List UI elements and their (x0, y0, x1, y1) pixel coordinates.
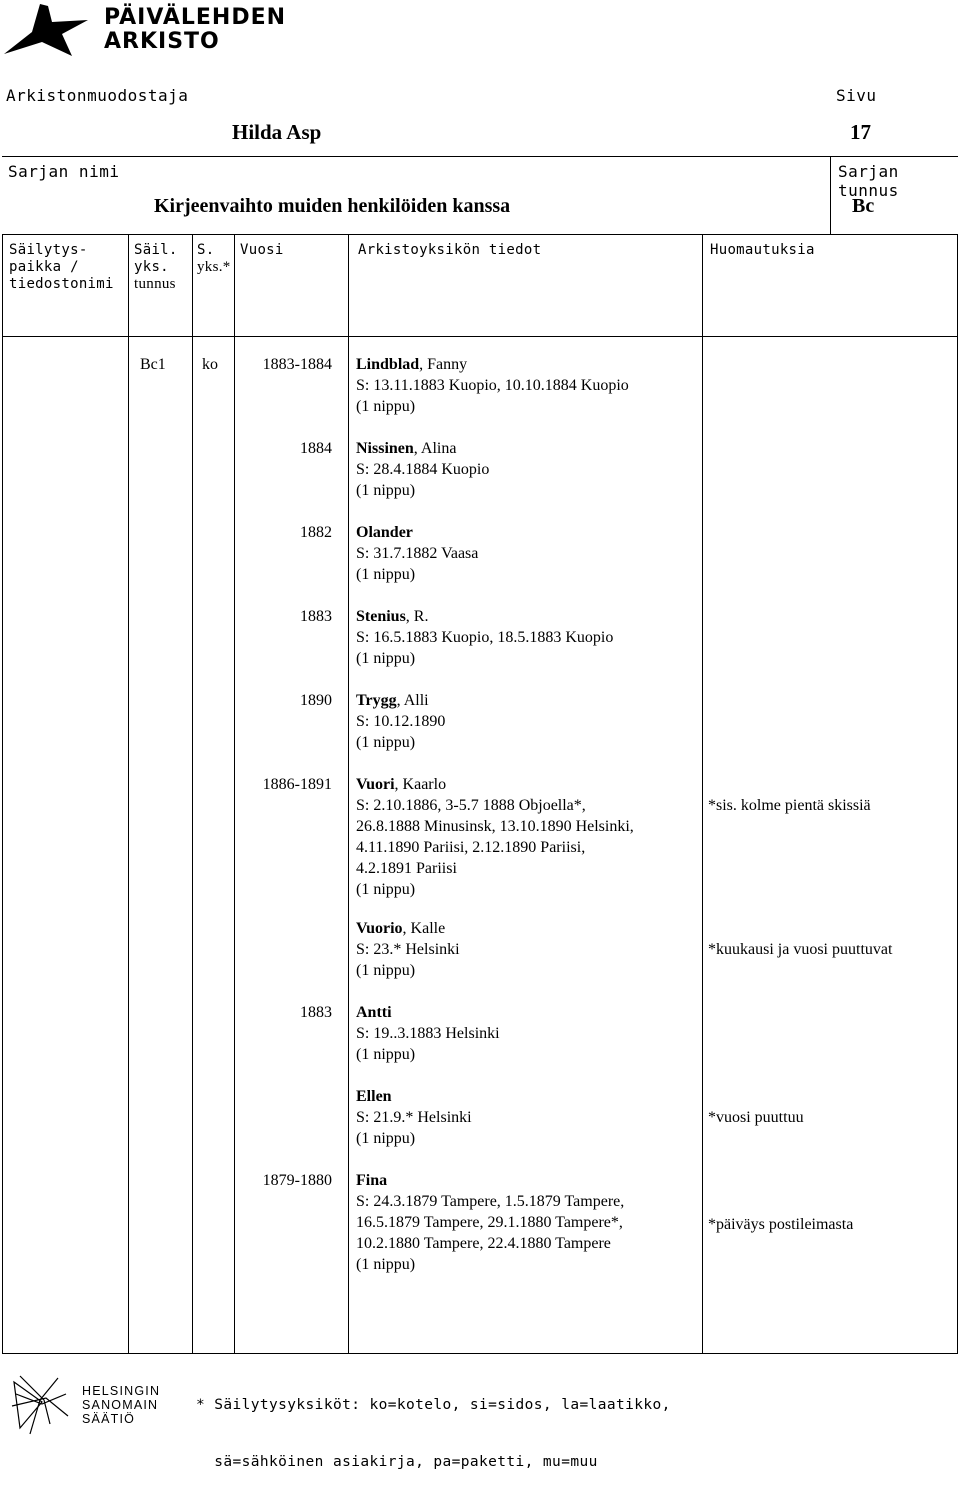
entry-quantity: (1 nippu) (356, 881, 416, 898)
divider (348, 234, 349, 1354)
divider (702, 234, 703, 1354)
foundation-logo (10, 1372, 160, 1438)
entry-quantity: (1 nippu) (356, 650, 416, 667)
footer-note-line-1: * Säilytysyksiköt: ko=kotelo, si=sidos, la=laatikko, (196, 1397, 671, 1413)
entry-details (356, 1002, 500, 1065)
logo-line-2: ARKISTO (104, 29, 220, 54)
entry-person-name (356, 354, 629, 375)
entry-details (356, 690, 445, 753)
foundation-logo-line-3: SÄÄTIÖ (82, 1412, 136, 1426)
entry-person-name (356, 1086, 472, 1107)
entry-year: 1882 (300, 524, 332, 541)
sender-prefix: S (356, 545, 365, 562)
entry-date-line: S: 24.3.1879 Tampere, 1.5.1879 Tampere, (356, 1193, 625, 1210)
sender-prefix: S (356, 377, 365, 394)
archive-logo-icon (2, 2, 90, 58)
divider (2, 234, 958, 235)
entry-given-name: , Alli (396, 692, 429, 709)
footer-note-line-2: sä=sähköinen asiakirja, pa=paketti, mu=muu (196, 1454, 598, 1470)
entry-person-name (356, 1170, 624, 1191)
entry-year: 1883 (300, 1004, 332, 1021)
entry-person-name (356, 690, 445, 711)
entry-person-name (356, 438, 489, 459)
sender-prefix: S (356, 1109, 365, 1126)
creator-name: Hilda Asp (232, 120, 322, 144)
entry-date-line: S: 13.11.1883 Kuopio, 10.10.1884 Kuopio (356, 377, 629, 394)
entry-person-name (356, 522, 478, 543)
entry-given-name: , Kaarlo (394, 776, 447, 793)
col-header-notes: Huomautuksia (710, 242, 815, 258)
entry-surname: Nissinen (356, 440, 414, 457)
foundation-logo-line-2: SANOMAIN (82, 1398, 159, 1412)
col-header-unit-id: Säil. yks. tunnus (134, 242, 178, 292)
entry-year: 1886-1891 (262, 776, 332, 793)
entry-details (356, 774, 634, 900)
entry-surname: Vuorio (356, 920, 403, 937)
divider (830, 156, 831, 234)
entry-year: 1883 (300, 608, 332, 625)
entry-surname: Ellen (356, 1088, 392, 1105)
creator-label: Arkistonmuodostaja (6, 86, 189, 105)
page-label: Sivu (836, 86, 877, 105)
entry-surname: Stenius (356, 608, 406, 625)
entry-year: 1890 (300, 692, 332, 709)
divider (128, 234, 129, 1354)
entry-surname: Antti (356, 1004, 392, 1021)
entry-person-name (356, 918, 460, 939)
sender-prefix: S (356, 629, 365, 646)
sender-prefix: S (356, 1193, 365, 1210)
entry-details (356, 606, 613, 669)
entry-year: 1879-1880 (262, 1172, 332, 1189)
entry-quantity: (1 nippu) (356, 1046, 416, 1063)
entry-year: 1884 (300, 440, 332, 457)
entry-details (356, 438, 489, 501)
entry-date-line: S: 28.4.1884 Kuopio (356, 461, 490, 478)
entry-unit-type: ko (202, 356, 218, 373)
divider (2, 156, 958, 157)
entry-surname: Lindblad (356, 356, 420, 373)
entry-note: *päiväys postileimasta (708, 1216, 854, 1233)
entry-quantity: (1 nippu) (356, 482, 416, 499)
entry-details (356, 1170, 624, 1275)
page-number: 17 (850, 120, 871, 144)
entry-surname: Vuori (356, 776, 395, 793)
entry-details (356, 354, 629, 417)
entry-details (356, 522, 478, 585)
col-header-location: Säilytys- paikka / tiedostonimi (9, 242, 114, 292)
entry-surname: Olander (356, 524, 413, 541)
entry-note: *vuosi puuttuu (708, 1109, 804, 1126)
entry-quantity: (1 nippu) (356, 734, 416, 751)
entry-date-line: S: 10.12.1890 (356, 713, 446, 730)
col-header-year: Vuosi (240, 242, 284, 258)
sender-prefix: S (356, 1025, 365, 1042)
entry-date-line: S: 2.10.1886, 3-5.7 1888 Objoella*, (356, 797, 586, 814)
entry-date-line: 16.5.1879 Tampere, 29.1.1880 Tampere*, (356, 1214, 623, 1231)
entry-unit-id: Bc1 (140, 356, 166, 373)
entry-surname: Trygg (356, 692, 397, 709)
entry-date-line: S: 21.9.* Helsinki (356, 1109, 472, 1126)
entry-given-name: , Alina (413, 440, 457, 457)
entry-date-line: 26.8.1888 Minusinsk, 13.10.1890 Helsinki, (356, 818, 634, 835)
entry-date-line: 4.11.1890 Pariisi, 2.12.1890 Pariisi, (356, 839, 586, 856)
entry-person-name (356, 1002, 500, 1023)
divider (2, 1353, 958, 1354)
entry-date-line: S: 19..3.1883 Helsinki (356, 1025, 500, 1042)
entry-given-name: , R. (405, 608, 429, 625)
divider (957, 234, 958, 1354)
divider (2, 234, 3, 1354)
series-name-label: Sarjan nimi (8, 162, 120, 181)
sender-prefix: S (356, 461, 365, 478)
foundation-logo-line-1: HELSINGIN (82, 1384, 161, 1398)
entry-quantity: (1 nippu) (356, 566, 416, 583)
entry-quantity: (1 nippu) (356, 962, 416, 979)
series-name: Kirjeenvaihto muiden henkilöiden kanssa (154, 195, 511, 217)
entry-given-name: , Kalle (402, 920, 446, 937)
sender-prefix: S (356, 713, 365, 730)
sender-prefix: S (356, 941, 365, 958)
foundation-emblem-icon (10, 1372, 74, 1436)
divider (2, 336, 958, 337)
series-id: Bc (852, 195, 875, 217)
entry-date-line: S: 23.* Helsinki (356, 941, 460, 958)
entry-date-line: 10.2.1880 Tampere, 22.4.1880 Tampere (356, 1235, 611, 1252)
entry-details (356, 1086, 472, 1149)
entry-quantity: (1 nippu) (356, 398, 416, 415)
logo-line-1: PÄIVÄLEHDEN (104, 5, 287, 30)
series-id-label: Sarjan tunnus (838, 162, 899, 200)
entry-details (356, 918, 460, 981)
divider (192, 234, 193, 1354)
entry-date-line: S: 31.7.1882 Vaasa (356, 545, 479, 562)
entry-quantity: (1 nippu) (356, 1256, 416, 1273)
divider (234, 234, 235, 1354)
col-header-unit-type: S. yks.* (197, 242, 231, 275)
entry-surname: Fina (356, 1172, 388, 1189)
entry-quantity: (1 nippu) (356, 1130, 416, 1147)
entry-date-line: S: 16.5.1883 Kuopio, 18.5.1883 Kuopio (356, 629, 614, 646)
entry-person-name (356, 774, 634, 795)
entry-date-line: 4.2.1891 Pariisi (356, 860, 457, 877)
entry-note: *sis. kolme pientä skissiä (708, 797, 871, 814)
entry-note: *kuukausi ja vuosi puuttuvat (708, 941, 893, 958)
entry-person-name (356, 606, 613, 627)
col-header-details: Arkistoyksikön tiedot (358, 242, 542, 258)
archive-logo-text (104, 6, 286, 54)
sender-prefix: S (356, 797, 365, 814)
footer-note (196, 1358, 671, 1491)
entry-given-name: , Fanny (419, 356, 468, 373)
entry-year: 1883-1884 (262, 356, 332, 373)
